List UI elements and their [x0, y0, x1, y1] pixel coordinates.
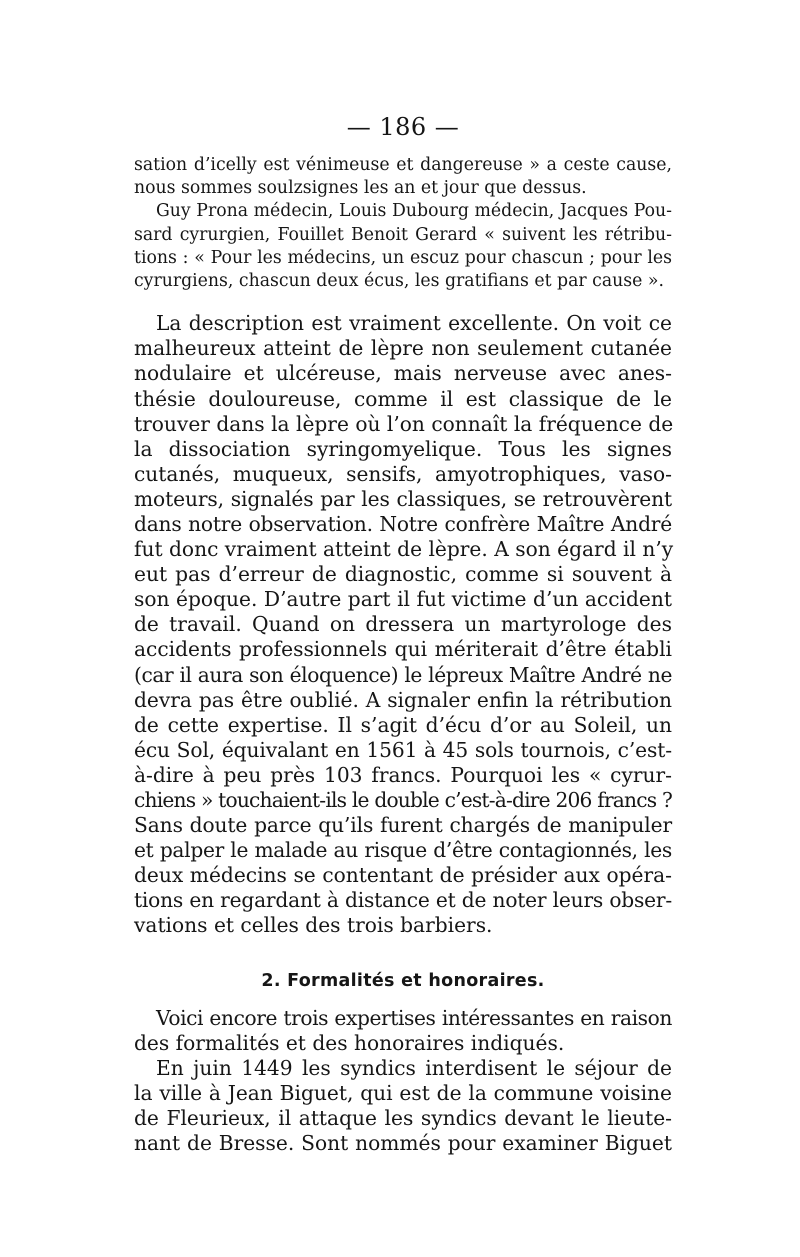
text-line: deux médecins se contentant de présider aux opéra-: [134, 863, 672, 888]
page-number: — 186 —: [346, 113, 460, 141]
text-line: En juin 1449 les syndics interdisent le séjour de: [156, 1055, 672, 1080]
text-line: de travail. Quand on dressera un martyrologe des: [134, 612, 672, 637]
body-paragraph: [134, 311, 672, 938]
text-line: dans notre observation. Notre confrère Maître André: [134, 511, 672, 536]
text-line: vations et celles des trois barbiers.: [134, 913, 493, 938]
text-line: et palper le malade au risque d’être contagionnés, les: [134, 838, 672, 863]
text-line: sation d’icelly est vénimeuse et dangereuse » a ceste cause,: [134, 155, 672, 175]
text-line: son époque. D’autre part il fut victime d’un accident: [134, 587, 672, 612]
quote-paragraph: [134, 154, 672, 200]
text-line: trouver dans la lèpre où l’on connaît la fréquence de: [134, 411, 674, 436]
text-line: tions : « Pour les médecins, un escuz pour chascun ; pour les: [134, 247, 672, 268]
text-line: fut donc vraiment atteint de lèpre. A son égard il n’y: [134, 537, 674, 562]
text-line: de cette expertise. Il s’agit d’écu d’or au Soleil, un: [134, 712, 672, 737]
main-text: [134, 311, 672, 1156]
quoted-document: [134, 154, 672, 293]
text-line: sard cyrurgien, Fouillet Benoit Gerard « suivent les rétribu-: [134, 224, 672, 245]
quote-paragraph: [134, 200, 672, 293]
text-line: chiens » touchaient-ils le double c’est-à-dire 206 francs ?: [134, 788, 672, 812]
text-line: des formalités et des honoraires indiqués.: [134, 1030, 565, 1055]
text-line: La description est vraiment excellente. On voit ce: [156, 311, 672, 336]
text-line: devra pas être oublié. A signaler enfin la rétribution: [134, 687, 672, 712]
text-line: nodulaire et ulcéreuse, mais nerveuse avec anes-: [134, 361, 672, 386]
body-paragraph: [134, 1006, 672, 1056]
text-line: Guy Prona médecin, Louis Dubourg médecin, Jacques Pou-: [156, 201, 672, 222]
text-line: la ville à Jean Biguet, qui est de la commune voisine: [134, 1080, 672, 1105]
text-line: thésie douloureuse, comme il est classique de le: [134, 386, 672, 411]
text-line: nous sommes soulzsignes les an et jour que dessus.: [134, 178, 587, 199]
text-line: malheureux atteint de lèpre non seulement cutanée: [134, 336, 672, 361]
text-line: moteurs, signalés par les classiques, se retrouvèrent: [134, 486, 672, 511]
text-line: (car il aura son éloquence) le lépreux Maître André ne: [134, 662, 672, 687]
text-line: écu Sol, équivalant en 1561 à 45 sols tournois, c’est-: [134, 737, 672, 762]
text-line: accidents professionnels qui mériterait d’être établi: [134, 637, 672, 662]
text-line: Sans doute parce qu’ils furent chargés de manipuler: [134, 813, 672, 838]
text-line: cyrurgiens, chascun deux écus, les gratifians et par cause ».: [134, 271, 664, 292]
section-heading: 2. Formalités et honoraires.: [261, 970, 545, 991]
body-paragraph: [134, 1056, 672, 1156]
text-line: Voici encore trois expertises intéressantes en raison: [156, 1005, 672, 1030]
text-line: tions en regardant à distance et de noter leurs obser-: [134, 888, 672, 913]
book-page: [134, 112, 672, 1156]
text-line: la dissociation syringomyelique. Tous les signes: [134, 436, 672, 461]
text-line: nant de Bresse. Sont nommés pour examiner Biguet: [134, 1131, 672, 1156]
text-line: cutanés, muqueux, sensifs, amyotrophiques, vaso-: [134, 461, 672, 486]
text-line: eut pas d’erreur de diagnostic, comme si souvent à: [134, 562, 672, 587]
text-line: à-dire à peu près 103 francs. Pourquoi les « cyrur-: [134, 762, 672, 787]
text-line: de Fleurieux, il attaque les syndics devant le lieute-: [134, 1105, 672, 1130]
